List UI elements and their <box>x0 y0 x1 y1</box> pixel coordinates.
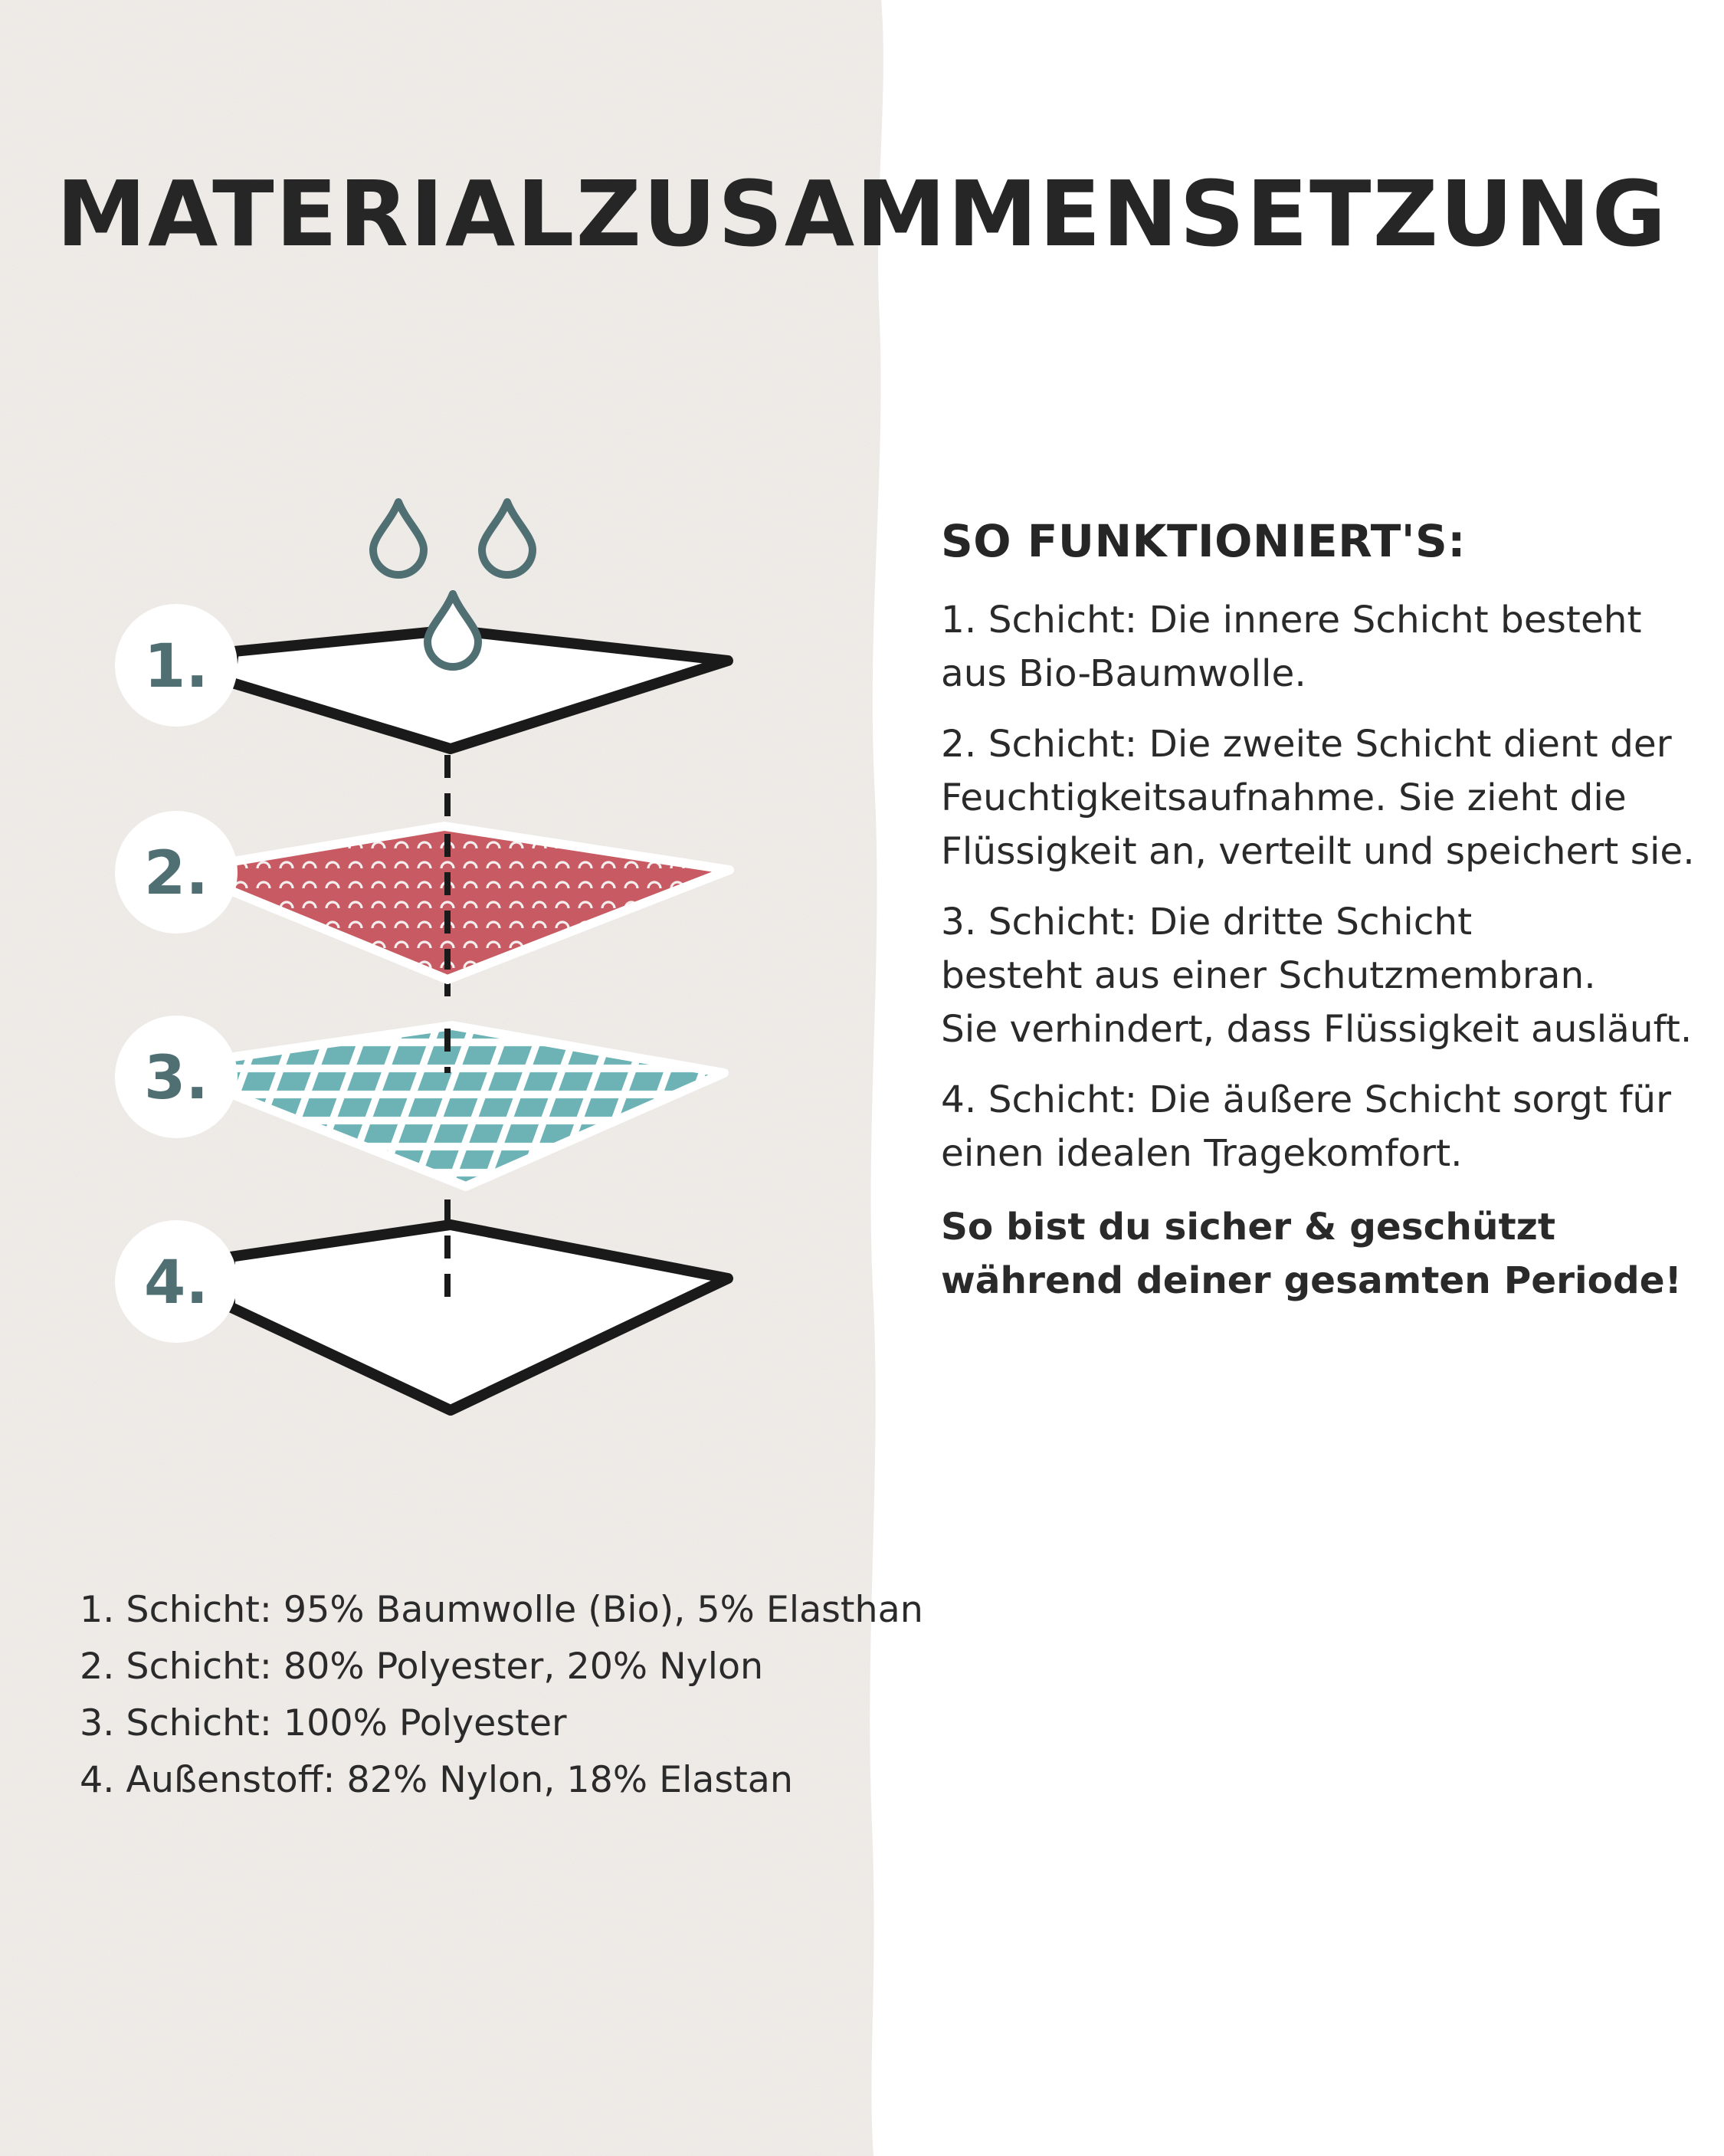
teal-grid-membrane-layer <box>227 1025 724 1186</box>
composition-item: 1. Schicht: 95% Baumwolle (Bio), 5% Elasthan <box>80 1589 923 1631</box>
layer-diagram <box>0 0 881 1456</box>
layer-3-description: 3. Schicht: Die dritte Schicht besteht aus einer Schutzmembran. Sie verhindert, dass Flüssigkeit ausläuft. <box>941 901 1693 1051</box>
layer-number-1: 1. <box>144 632 208 701</box>
how-it-works-heading: SO FUNKTIONIERT'S: <box>941 515 1467 567</box>
layer-number-2: 2. <box>144 839 208 908</box>
page-title: MATERIALZUSAMMENSETZUNG <box>56 161 1668 267</box>
layer-number-4: 4. <box>144 1249 208 1318</box>
layer-number-3: 3. <box>144 1044 208 1113</box>
composition-item: 3. Schicht: 100% Polyester <box>80 1702 567 1744</box>
composition-item: 4. Außenstoff: 82% Nylon, 18% Elastan <box>80 1759 793 1801</box>
layer-number-badges <box>115 604 238 1343</box>
white-outer-fabric-layer <box>230 1225 728 1410</box>
red-dotted-absorbent-layer <box>227 826 729 980</box>
composition-item: 2. Schicht: 80% Polyester, 20% Nylon <box>80 1646 764 1688</box>
material-composition-list <box>80 1582 923 1809</box>
water-drop-icon <box>428 594 478 667</box>
closing-statement: So bist du sicher & geschützt während deiner gesamten Periode! <box>941 1206 1682 1302</box>
layer-1-description: 1. Schicht: Die innere Schicht besteht aus Bio-Baumwolle. <box>941 599 1642 695</box>
how-it-works-section <box>941 515 1707 1324</box>
layer-4-description: 4. Schicht: Die äußere Schicht sorgt für einen idealen Tragekomfort. <box>941 1078 1672 1175</box>
layer-2-description: 2. Schicht: Die zweite Schicht dient der Feuchtigkeitsaufnahme. Sie zieht die Flüssigkeit an, verteilt und speichert sie. <box>941 723 1695 873</box>
